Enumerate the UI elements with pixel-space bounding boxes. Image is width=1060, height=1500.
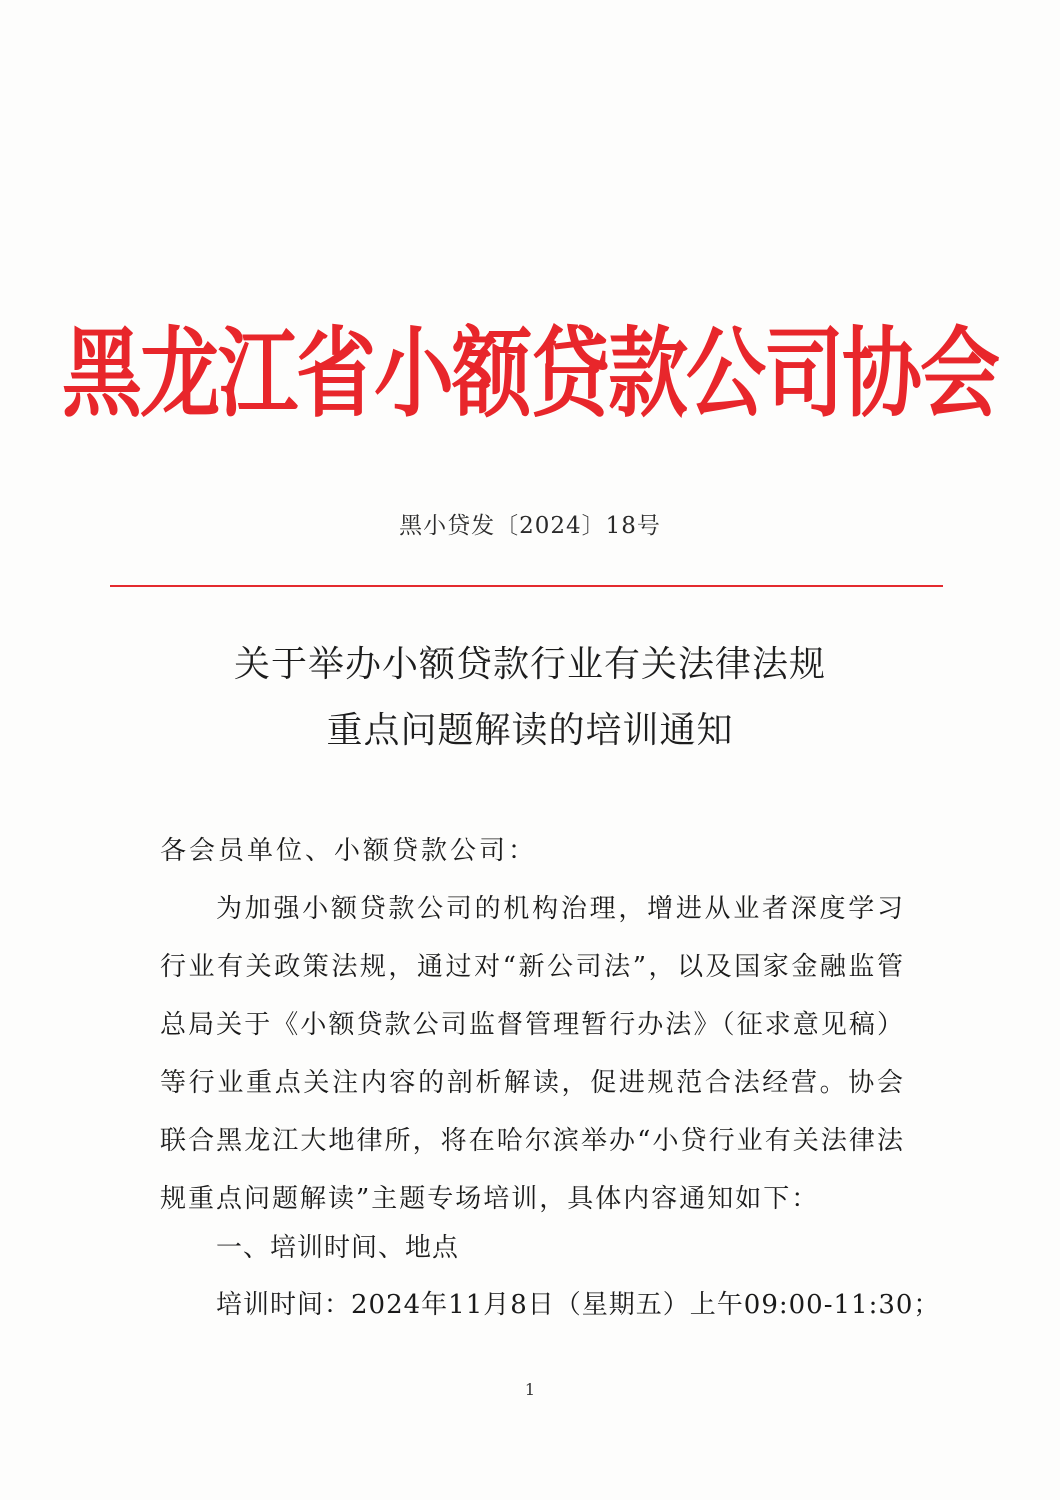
document-title-line-1: 关于举办小额贷款行业有关法律法规 <box>233 644 826 685</box>
page-number: 1 <box>524 1380 536 1399</box>
document-number: 黑小贷发〔2024〕18号 <box>399 513 661 539</box>
red-divider <box>110 585 943 587</box>
document-title-line-2: 重点问题解读的培训通知 <box>326 710 734 751</box>
organization-header: 黑龙江省小额贷款公司协会 <box>62 315 998 431</box>
body-paragraph: 为加强小额贷款公司的机构治理，增进从业者深度学习行业有关政策法规，通过对“新公司法”，以及国家金融监管总局关于《小额贷款公司监督管理暂行办法》（征求意见稿）等行业重点关注内容的剖析解读，促进规范合法经营。协会联合黑龙江大地律所，将在哈尔滨举办“小贷行业有关法律法规重点问题解读”主题专场培训，具体内容通知如下： <box>160 894 905 1214</box>
section-heading-time-place: 一、培训时间、地点 <box>216 1233 460 1263</box>
salutation: 各会员单位、小额贷款公司： <box>160 836 538 866</box>
training-time: 培训时间：2024年11月8日（星期五）上午09:00-11:30； <box>216 1290 941 1320</box>
